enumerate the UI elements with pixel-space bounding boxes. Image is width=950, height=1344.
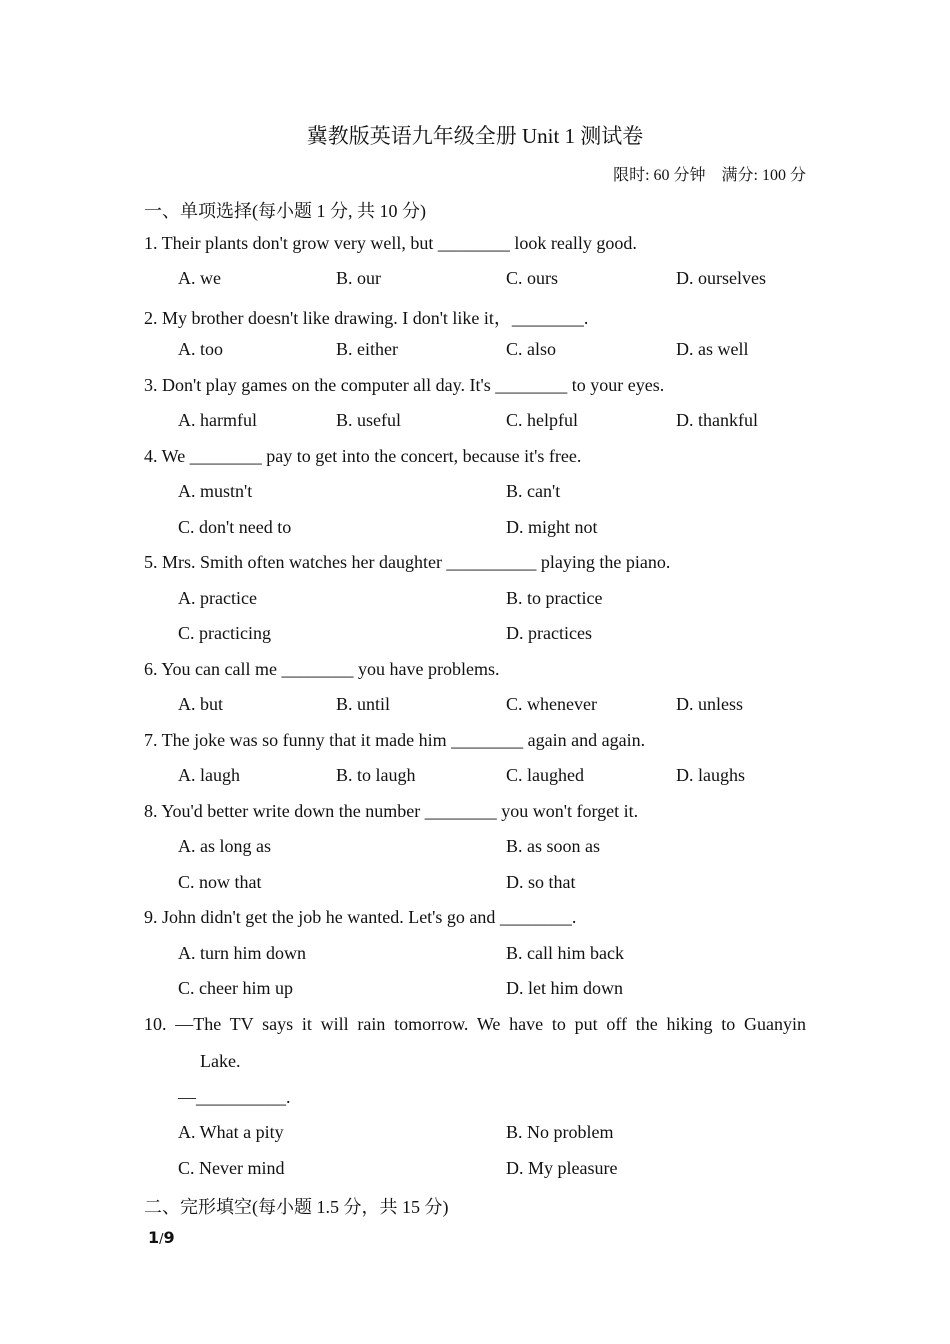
page-separator: /: [159, 1232, 164, 1247]
option-d: D. laughs: [676, 765, 745, 785]
option-b: B. useful: [336, 410, 401, 430]
option-d: D. unless: [676, 694, 743, 714]
option-d: D. ourselves: [676, 268, 766, 288]
option-d: D. My pleasure: [506, 1158, 618, 1178]
option-c: C. helpful: [506, 410, 578, 430]
question-stem: 1. Their plants don't grow very well, but ________ look really good.: [144, 233, 637, 253]
page-total: 9: [163, 1228, 175, 1247]
question-stem: 7. The joke was so funny that it made him ________ again and again.: [144, 730, 646, 750]
option-d: D. thankful: [676, 410, 758, 430]
question-stem: [144, 1006, 806, 1080]
option-a: A. as long as: [178, 836, 271, 856]
option-b: B. our: [336, 268, 381, 288]
option-c: C. whenever: [506, 694, 597, 714]
dialogue-reply-blank: —__________.: [178, 1087, 291, 1107]
page-number: [148, 1228, 175, 1247]
option-c: C. now that: [178, 872, 262, 892]
option-a: A. harmful: [178, 410, 257, 430]
option-b: B. to practice: [506, 588, 603, 608]
question-stem: 5. Mrs. Smith often watches her daughter __________ playing the piano.: [144, 552, 671, 572]
option-a: A. turn him down: [178, 943, 306, 963]
option-b: B. to laugh: [336, 765, 416, 785]
exam-meta: [613, 162, 806, 185]
option-a: A. practice: [178, 588, 257, 608]
option-c: C. also: [506, 339, 557, 359]
question-stem: 2. My brother doesn't like drawing. I don't like it，________.: [144, 308, 589, 328]
option-b: B. call him back: [506, 943, 624, 963]
option-a: A. laugh: [178, 765, 240, 785]
question-stem: 3. Don't play games on the computer all day. It's ________ to your eyes.: [144, 375, 665, 395]
option-a: A. too: [178, 339, 223, 359]
option-c: C. practicing: [178, 623, 271, 643]
option-c: C. Never mind: [178, 1158, 285, 1178]
time-limit: 限时: 60 分钟: [613, 167, 706, 184]
section-heading-2: 二、完形填空(每小题 1.5 分，共 15 分): [144, 1197, 449, 1217]
option-d: D. let him down: [506, 978, 623, 998]
page-title: 冀教版英语九年级全册 Unit 1 测试卷: [306, 124, 644, 148]
question-stem-line: 10. —The TV says it will rain tomorrow. We have to put off the hiking to Guanyin: [144, 1014, 806, 1034]
option-c: C. ours: [506, 268, 559, 288]
option-c: C. cheer him up: [178, 978, 293, 998]
option-b: B. No problem: [506, 1122, 614, 1142]
option-d: D. might not: [506, 517, 598, 537]
option-b: B. until: [336, 694, 391, 714]
option-b: B. as soon as: [506, 836, 600, 856]
option-d: D. so that: [506, 872, 576, 892]
option-c: C. laughed: [506, 765, 584, 785]
option-a: A. we: [178, 268, 221, 288]
question-stem-line: Lake.: [200, 1051, 241, 1071]
option-a: A. mustn't: [178, 481, 253, 501]
option-c: C. don't need to: [178, 517, 292, 537]
section-heading-1: 一、单项选择(每小题 1 分, 共 10 分): [144, 201, 426, 221]
option-a: A. What a pity: [178, 1122, 284, 1142]
option-a: A. but: [178, 694, 223, 714]
option-d: D. as well: [676, 339, 749, 359]
question-stem: 4. We ________ pay to get into the concert, because it's free.: [144, 446, 582, 466]
question-stem: 6. You can call me ________ you have problems.: [144, 659, 500, 679]
question-stem: 8. You'd better write down the number ________ you won't forget it.: [144, 801, 639, 821]
full-score: 满分: 100 分: [721, 167, 806, 184]
option-d: D. practices: [506, 623, 592, 643]
option-b: B. can't: [506, 481, 561, 501]
page-current: 1: [148, 1228, 160, 1247]
question-stem: 9. John didn't get the job he wanted. Let's go and ________.: [144, 907, 577, 927]
option-b: B. either: [336, 339, 398, 359]
